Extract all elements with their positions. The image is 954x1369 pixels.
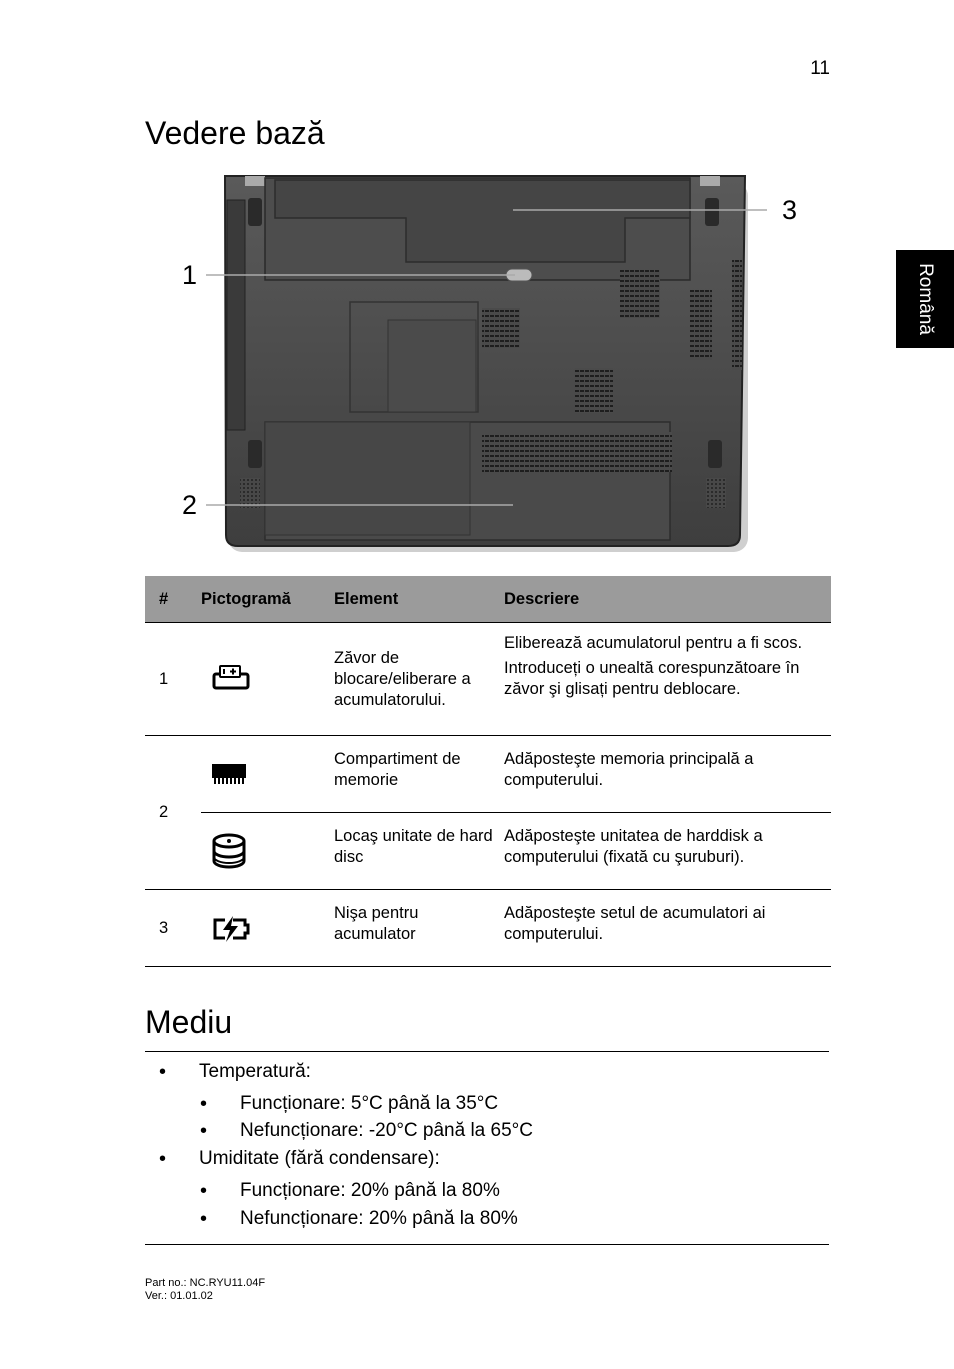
memory-icon bbox=[211, 762, 247, 786]
table-row bbox=[145, 736, 831, 813]
bullet-icon: • bbox=[159, 1148, 167, 1170]
part-number: Part no.: NC.RYU11.04F bbox=[145, 1277, 266, 1289]
battery-charging-icon bbox=[211, 914, 251, 944]
page-number: 11 bbox=[810, 58, 830, 79]
header-description: Descriere bbox=[504, 576, 831, 623]
section-title-base-view: Vedere bază bbox=[145, 115, 325, 151]
element-label: Zăvor de blocare/eliberare a acumulatorului. bbox=[334, 623, 504, 736]
element-label: Locaş unitate de hard disc bbox=[334, 813, 504, 890]
table-row bbox=[145, 623, 831, 736]
table-row bbox=[145, 813, 831, 890]
list-item-label: Temperatură: bbox=[199, 1061, 311, 1082]
bullet-icon: • bbox=[200, 1093, 208, 1115]
list-item bbox=[200, 1093, 499, 1115]
list-item bbox=[200, 1180, 500, 1202]
description-text: Adăposteşte unitatea de harddisk a computerului (fixată cu şuruburi). bbox=[504, 827, 763, 866]
laptop-bottom-view-figure bbox=[170, 170, 810, 565]
table-header-row bbox=[145, 576, 831, 623]
environment-list bbox=[145, 1051, 829, 1245]
callout-1: 1 bbox=[182, 260, 198, 290]
element-label: Nişa pentru acumulator bbox=[334, 890, 504, 967]
list-item-label: Funcționare: 5°C până la 35°C bbox=[240, 1093, 499, 1114]
bullet-icon: • bbox=[200, 1120, 208, 1142]
header-icon: Pictogramă bbox=[201, 576, 334, 623]
list-item bbox=[200, 1208, 518, 1230]
header-num: # bbox=[145, 576, 201, 623]
bullet-icon: • bbox=[200, 1180, 208, 1202]
battery-lock-icon bbox=[211, 664, 251, 694]
section-title-environment: Mediu bbox=[145, 1004, 233, 1040]
list-item bbox=[200, 1120, 533, 1142]
table-row bbox=[145, 890, 831, 967]
row-number: 2 bbox=[145, 736, 201, 890]
footer bbox=[145, 1277, 265, 1303]
list-item-label: Nefuncționare: 20% până la 80% bbox=[240, 1208, 518, 1229]
list-item-label: Umiditate (fără condensare): bbox=[199, 1148, 440, 1169]
callout-2: 2 bbox=[182, 490, 198, 520]
list-item-label: Nefuncționare: -20°C până la 65°C bbox=[240, 1120, 533, 1141]
callout-3: 3 bbox=[782, 195, 798, 225]
version: Ver.: 01.01.02 bbox=[145, 1290, 213, 1302]
language-tab bbox=[896, 250, 954, 348]
list-item bbox=[159, 1148, 440, 1170]
row-number: 1 bbox=[145, 623, 201, 736]
list-item bbox=[159, 1061, 311, 1083]
bullet-icon: • bbox=[200, 1208, 208, 1230]
bullet-icon: • bbox=[159, 1061, 167, 1083]
description-text: Introduceți o unealtă corespunzătoare în zăvor şi glisați pentru deblocare. bbox=[504, 659, 800, 698]
description-text: Adăposteşte memoria principală a computerului. bbox=[504, 750, 754, 789]
hard-disk-icon bbox=[211, 833, 247, 871]
language-tab-label: Română bbox=[915, 263, 936, 335]
header-element: Element bbox=[334, 576, 504, 623]
row-number: 3 bbox=[145, 890, 201, 967]
laptop-bottom-illustration bbox=[170, 170, 810, 565]
element-label: Compartiment de memorie bbox=[334, 736, 504, 813]
components-table bbox=[145, 576, 831, 967]
description-text: Adăposteşte setul de acumulatori ai computerului. bbox=[504, 904, 766, 943]
description-text: Eliberează acumulatorul pentru a fi scos. bbox=[504, 634, 803, 652]
list-item-label: Funcționare: 20% până la 80% bbox=[240, 1180, 500, 1201]
